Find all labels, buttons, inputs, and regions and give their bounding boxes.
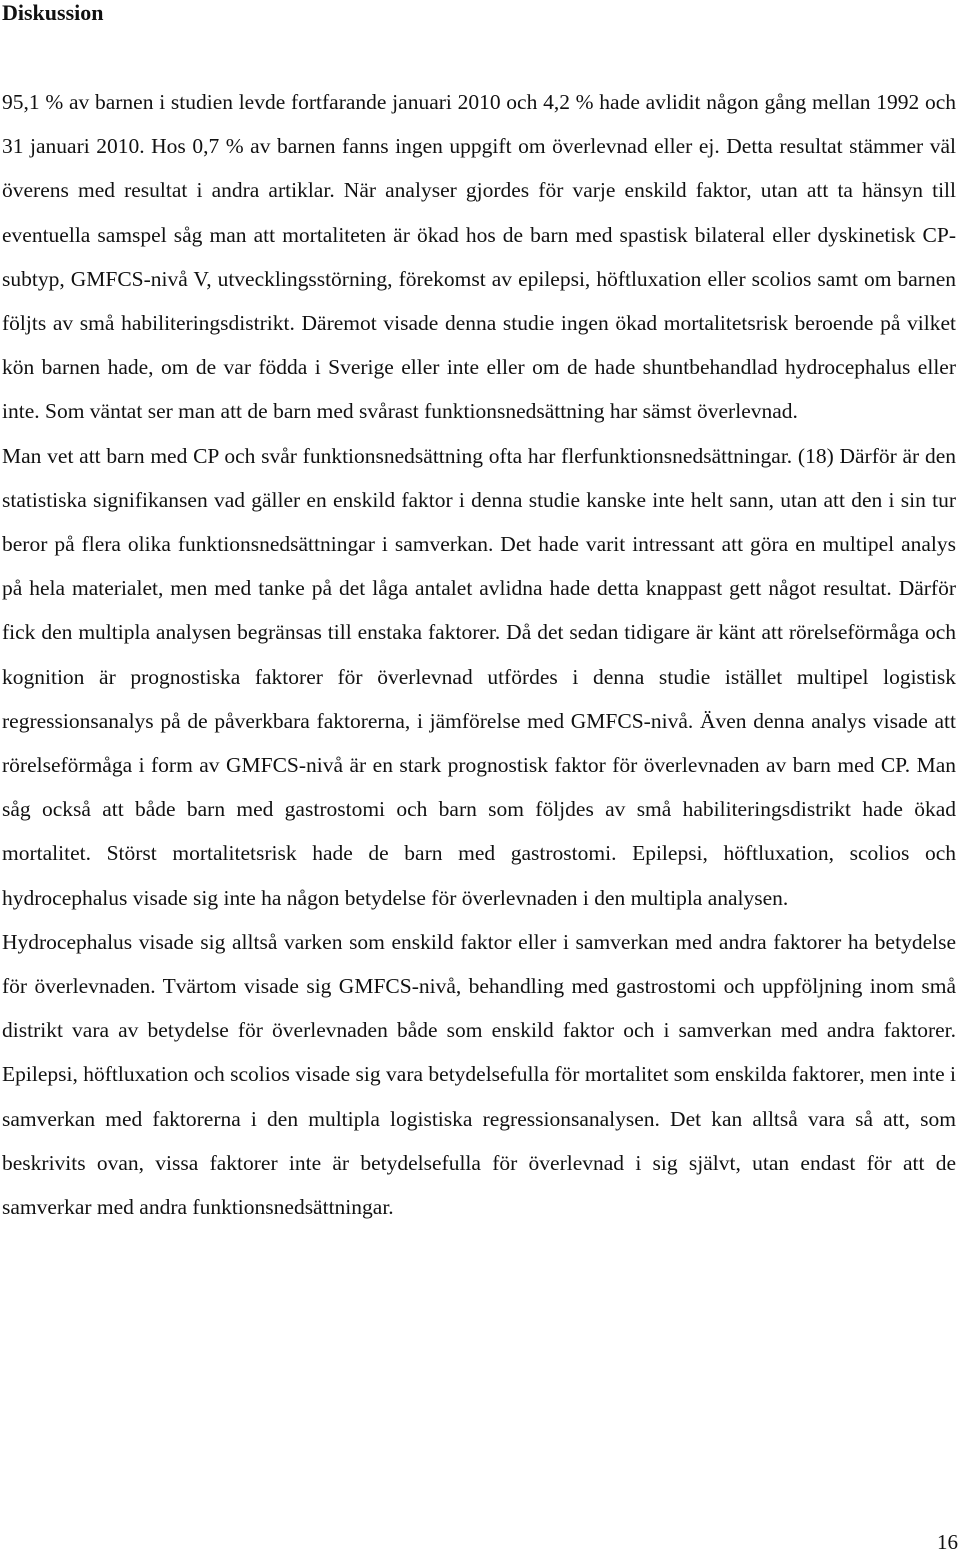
paragraph-2: Man vet att barn med CP och svår funktionsnedsättning ofta har flerfunktionsnedsättningar. (18) Därför är den statistiska signifikansen vad gäller en enskild faktor i denna studie kanske inte helt sann, utan att den i sin tur beror på flera olika funktionsnedsättningar i samverkan. Det hade varit intressant att göra en multipel analys på hela materialet, men med tanke på det låga antalet avlidna hade detta knappast gett något resultat. Därför fick den multipla analysen begränsas till enstaka faktorer. Då det sedan tidigare är känt att rörelseförmåga och kognition är prognostiska faktorer för överlevnad utfördes i denna studie istället multipel logistisk regressionsanalys på de påverkbara faktorerna, i jämförelse med GMFCS-nivå. Även denna analys visade att rörelseförmåga i form av GMFCS-nivå är en stark prognostisk faktor för överlevnaden av barn med CP. Man såg också att både barn med gastrostomi och barn som följdes av små habiliteringsdistrikt hade ökad mortalitet. Störst mortalitetsrisk hade de barn med gastrostomi. Epilepsi, höftluxation, scolios och hydrocephalus visade sig inte ha någon betydelse för överlevnaden i den multipla analysen. <box>2 443 956 910</box>
paragraph-3: Hydrocephalus visade sig alltså varken som enskild faktor eller i samverkan med andra faktorer ha betydelse för överlevnaden. Tvärtom visade sig GMFCS-nivå, behandling med gastrostomi och uppföljning inom små distrikt vara av betydelse för överlevnaden både som enskild faktor och i samverkan med andra faktorer. Epilepsi, höftluxation och scolios visade sig vara betydelsefulla för mortalitet som enskilda faktorer, men inte i samverkan med faktorerna i den multipla logistiska regressionsanalysen. Det kan alltså vara så att, som beskrivits ovan, vissa faktorer inte är betydelsefulla för överlevnad i sig självt, utan endast för att de samverkar med andra funktionsnedsättningar. <box>2 929 956 1220</box>
page-number: 16 <box>937 1530 958 1554</box>
section-heading: Diskussion <box>2 0 104 25</box>
body-text <box>2 80 956 1229</box>
paragraph-1: 95,1 % av barnen i studien levde fortfarande januari 2010 och 4,2 % hade avlidit någon gång mellan 1992 och 31 januari 2010. Hos 0,7 % av barnen fanns ingen uppgift om överlevnad eller ej. Detta resultat stämmer väl överens med resultat i andra artiklar. När analyser gjordes för varje enskild faktor, utan att ta hänsyn till eventuella samspel såg man att mortaliteten är ökad hos de barn med spastisk bilateral eller dyskinetisk CP-subtyp, GMFCS-nivå V, utvecklingsstörning, förekomst av epilepsi, höftluxation eller scolios samt om barnen följts av små habiliteringsdistrikt. Däremot visade denna studie ingen ökad mortalitetsrisk beroende på vilket kön barnen hade, om de var födda i Sverige eller inte eller om de hade shuntbehandlad hydrocephalus eller inte. Som väntat ser man att de barn med svårast funktionsnedsättning har sämst överlevnad. <box>2 90 956 424</box>
